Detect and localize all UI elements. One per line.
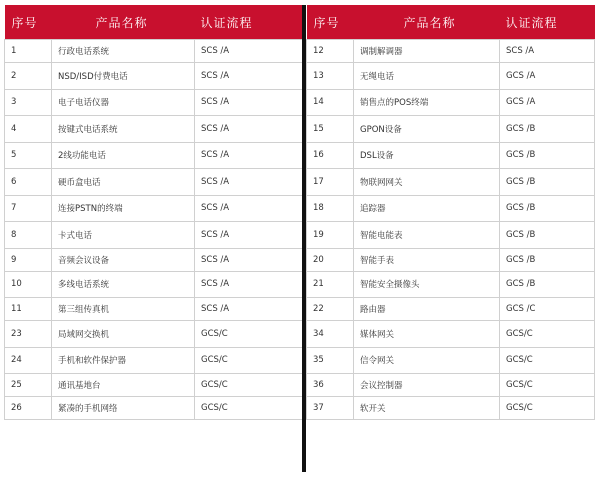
cell-name: 按键式电话系统 (52, 116, 195, 143)
cell-name: 通讯基地台 (52, 374, 195, 397)
cell-seq: 10 (5, 271, 52, 298)
left-table-section (4, 5, 302, 472)
cell-flow: GCS /B (500, 271, 595, 298)
cell-name: GPON设备 (354, 116, 500, 143)
cell-name: 紧凑的手机网络 (52, 397, 195, 420)
cell-name: 第三组传真机 (52, 298, 195, 321)
cell-name: 音频会议设备 (52, 248, 195, 271)
cell-seq: 19 (307, 222, 354, 249)
cell-name: 多线电话系统 (52, 271, 195, 298)
cell-flow: GCS /A (500, 89, 595, 116)
table-row (307, 321, 595, 348)
cell-flow: SCS /A (195, 248, 303, 271)
table-row (307, 89, 595, 116)
table-row (5, 63, 303, 90)
cell-flow: GCS/C (500, 347, 595, 374)
cell-flow: GCS/C (500, 374, 595, 397)
cell-flow: SCS /A (195, 195, 303, 222)
header-flow: 认证流程 (195, 5, 303, 40)
cell-seq: 35 (307, 347, 354, 374)
cell-name: 路由器 (354, 298, 500, 321)
header-name: 产品名称 (52, 5, 195, 40)
header-seq: 序号 (307, 5, 354, 40)
table-row (5, 195, 303, 222)
cell-seq: 6 (5, 169, 52, 196)
header-row (5, 5, 303, 40)
cell-seq: 36 (307, 374, 354, 397)
table-row (5, 222, 303, 249)
cell-name: 手机和软件保护器 (52, 347, 195, 374)
table-row (5, 347, 303, 374)
cell-flow: GCS/C (500, 397, 595, 420)
table-row (5, 248, 303, 271)
cell-name: 智能手表 (354, 248, 500, 271)
table-row (5, 374, 303, 397)
cell-flow: GCS/C (195, 321, 303, 348)
cell-seq: 1 (5, 40, 52, 63)
table-row (5, 142, 303, 169)
table-row (5, 169, 303, 196)
cell-seq: 15 (307, 116, 354, 143)
cell-flow: SCS /A (195, 222, 303, 249)
cell-name: 软开关 (354, 397, 500, 420)
cell-name: NSD/ISD付费电话 (52, 63, 195, 90)
cell-seq: 23 (5, 321, 52, 348)
cell-seq: 37 (307, 397, 354, 420)
cell-name: 物联网网关 (354, 169, 500, 196)
cell-seq: 9 (5, 248, 52, 271)
cell-seq: 34 (307, 321, 354, 348)
cell-seq: 5 (5, 142, 52, 169)
cell-flow: SCS /A (195, 298, 303, 321)
header-seq: 序号 (5, 5, 52, 40)
cell-name: 卡式电话 (52, 222, 195, 249)
header-row (307, 5, 595, 40)
table-row (307, 222, 595, 249)
table-row (307, 347, 595, 374)
table-row (5, 116, 303, 143)
cell-name: 调制解调器 (354, 40, 500, 63)
table-row (5, 321, 303, 348)
cell-seq: 12 (307, 40, 354, 63)
cell-flow: SCS /A (195, 89, 303, 116)
cell-name: 局域网交换机 (52, 321, 195, 348)
cell-flow: SCS /A (195, 63, 303, 90)
header-flow: 认证流程 (500, 5, 595, 40)
cell-flow: GCS /C (500, 298, 595, 321)
cell-name: 智能安全摄像头 (354, 271, 500, 298)
cell-flow: GCS/C (195, 347, 303, 374)
cell-name: 销售点的POS终端 (354, 89, 500, 116)
table-row (307, 142, 595, 169)
cell-flow: GCS/C (195, 397, 303, 420)
cell-name: DSL设备 (354, 142, 500, 169)
cell-seq: 3 (5, 89, 52, 116)
cell-seq: 18 (307, 195, 354, 222)
cell-name: 电子电话仪器 (52, 89, 195, 116)
cell-flow: SCS /A (195, 169, 303, 196)
cell-name: 无绳电话 (354, 63, 500, 90)
right-table (306, 5, 595, 420)
cell-flow: GCS/C (500, 321, 595, 348)
table-row (307, 248, 595, 271)
cell-seq: 22 (307, 298, 354, 321)
cell-seq: 20 (307, 248, 354, 271)
table-row (307, 63, 595, 90)
table-row (5, 271, 303, 298)
table-row (307, 374, 595, 397)
certification-table (4, 5, 594, 472)
cell-flow: SCS /A (195, 40, 303, 63)
cell-flow: GCS /B (500, 195, 595, 222)
cell-flow: SCS /A (195, 142, 303, 169)
table-row (5, 40, 303, 63)
table-row (307, 298, 595, 321)
table-row (5, 298, 303, 321)
cell-name: 追踪器 (354, 195, 500, 222)
cell-flow: GCS /B (500, 142, 595, 169)
cell-flow: GCS /A (500, 63, 595, 90)
cell-seq: 11 (5, 298, 52, 321)
cell-name: 硬币盒电话 (52, 169, 195, 196)
table-row (307, 195, 595, 222)
cell-flow: GCS/C (195, 374, 303, 397)
cell-seq: 7 (5, 195, 52, 222)
cell-flow: GCS /B (500, 116, 595, 143)
cell-flow: GCS /B (500, 169, 595, 196)
table-row (307, 397, 595, 420)
table-row (307, 40, 595, 63)
cell-name: 信令网关 (354, 347, 500, 374)
cell-seq: 26 (5, 397, 52, 420)
cell-seq: 8 (5, 222, 52, 249)
table-row (5, 397, 303, 420)
right-table-section (306, 5, 594, 472)
header-name: 产品名称 (354, 5, 500, 40)
cell-seq: 16 (307, 142, 354, 169)
cell-flow: SCS /A (195, 116, 303, 143)
cell-name: 智能电能表 (354, 222, 500, 249)
cell-name: 媒体网关 (354, 321, 500, 348)
cell-flow: GCS /B (500, 248, 595, 271)
cell-flow: GCS /B (500, 222, 595, 249)
cell-seq: 24 (5, 347, 52, 374)
cell-seq: 21 (307, 271, 354, 298)
cell-name: 行政电话系统 (52, 40, 195, 63)
cell-seq: 2 (5, 63, 52, 90)
cell-seq: 14 (307, 89, 354, 116)
left-table (4, 5, 303, 420)
cell-name: 2线功能电话 (52, 142, 195, 169)
cell-name: 会议控制器 (354, 374, 500, 397)
cell-flow: SCS /A (500, 40, 595, 63)
table-row (307, 169, 595, 196)
cell-flow: SCS /A (195, 271, 303, 298)
cell-seq: 25 (5, 374, 52, 397)
table-row (307, 271, 595, 298)
cell-name: 连接PSTN的终端 (52, 195, 195, 222)
table-row (307, 116, 595, 143)
table-row (5, 89, 303, 116)
cell-seq: 13 (307, 63, 354, 90)
cell-seq: 4 (5, 116, 52, 143)
cell-seq: 17 (307, 169, 354, 196)
